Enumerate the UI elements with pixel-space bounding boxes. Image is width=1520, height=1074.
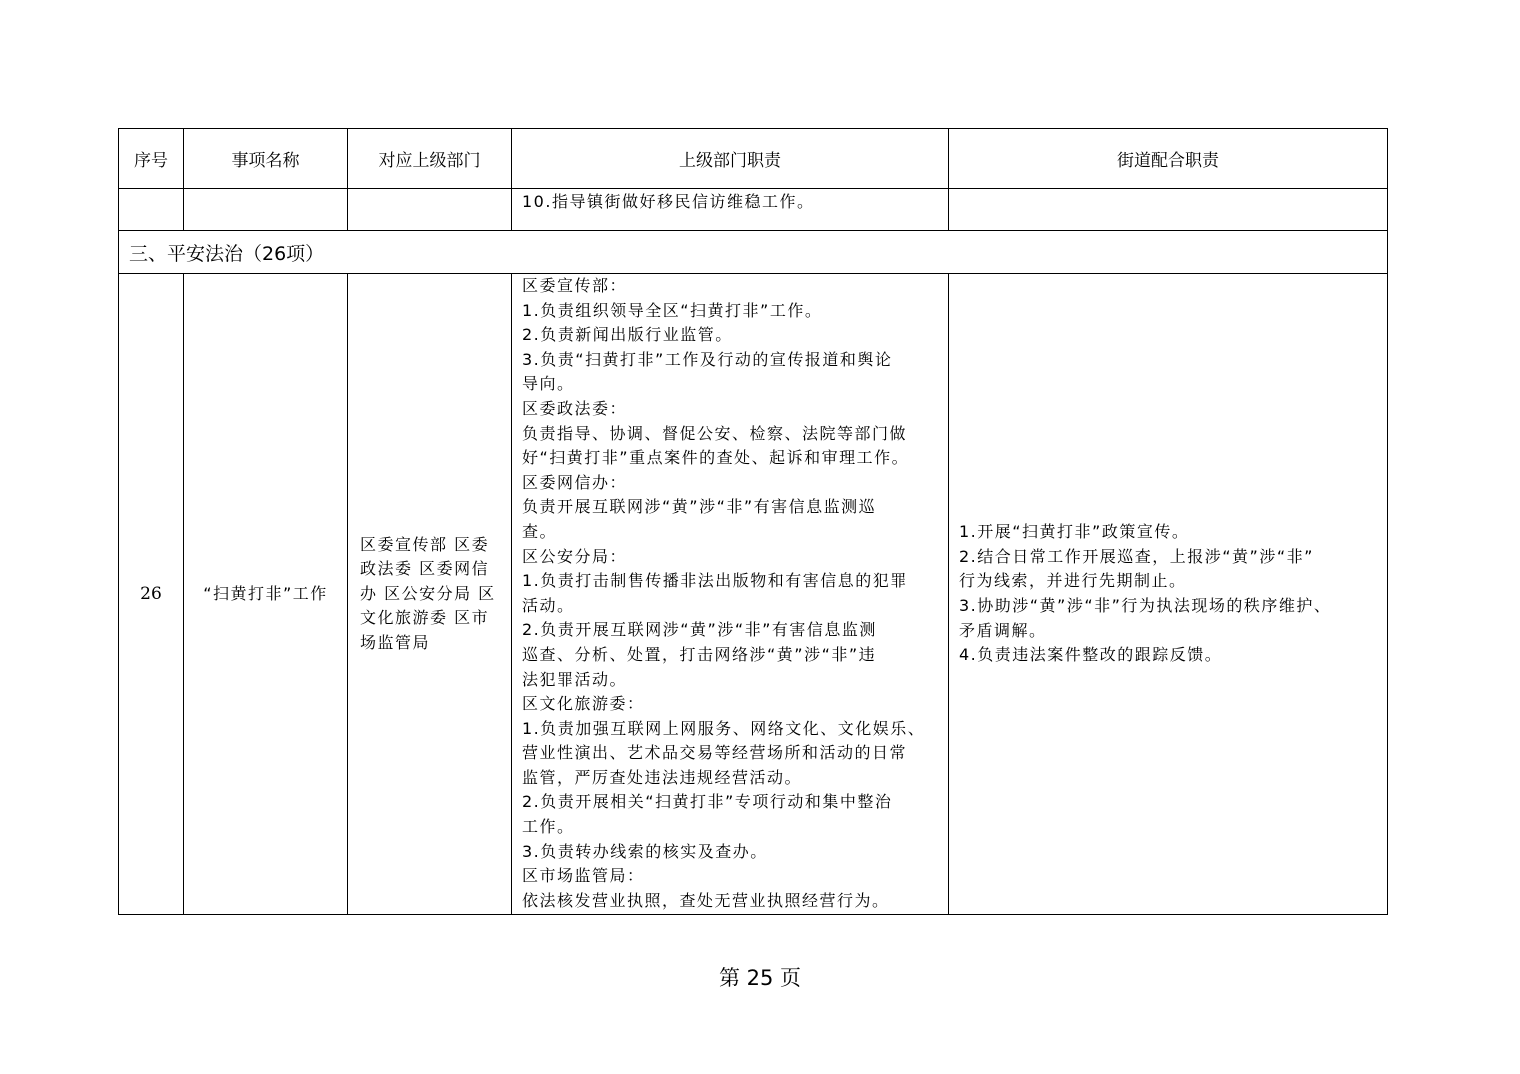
duty-line: 依法核发营业执照，查处无营业执照经营行为。 <box>522 890 890 910</box>
street-duty-line: 1.开展“扫黄打非”政策宣传。 <box>959 522 1190 542</box>
duty-line: 1.负责加强互联网上网服务、网络文化、文化娱乐、 <box>522 718 926 738</box>
duty-line: 监管，严厉查处违法违规经营活动。 <box>522 767 803 787</box>
cell-superior-duties <box>512 274 949 915</box>
header-street-duties: 街道配合职责 <box>949 129 1388 189</box>
street-duty-line: 矛盾调解。 <box>959 620 1047 640</box>
section-row <box>119 231 1388 274</box>
duty-line: 工作。 <box>522 817 575 837</box>
duty-line: 区文化旅游委： <box>522 694 645 714</box>
duty-line: 2.负责新闻出版行业监管。 <box>522 325 733 345</box>
duty-line: 区市场监管局： <box>522 866 645 886</box>
duty-line: 区公安分局： <box>522 546 628 566</box>
cell-seq: 26 <box>119 274 184 915</box>
duty-line: 活动。 <box>522 595 575 615</box>
section-title: 三、平安法治（26项） <box>119 231 1388 274</box>
duty-line: 区委宣传部： <box>522 276 628 295</box>
duty-line: 区委网信办： <box>522 472 628 492</box>
table-header-row <box>119 129 1388 189</box>
cell-item-name: “扫黄打非”工作 <box>184 274 348 915</box>
duties-list <box>522 274 942 913</box>
duty-line: 好“扫黄打非”重点案件的查处、起诉和审理工作。 <box>522 448 910 468</box>
duty-line: 3.负责转办线索的核实及查办。 <box>522 841 768 861</box>
cell-street-duties <box>949 274 1388 915</box>
duty-line: 2.负责开展相关“扫黄打非”专项行动和集中整治 <box>522 792 893 812</box>
duty-line: 营业性演出、艺术品交易等经营场所和活动的日常 <box>522 743 908 763</box>
duty-line: 巡查、分析、处置，打击网络涉“黄”涉“非”违 <box>522 644 877 664</box>
departments-text: 区委宣传部 区委政法委 区委网信办 区公安分局 区文化旅游委 区市场监管局 <box>360 534 496 652</box>
cell-street-empty <box>949 189 1388 231</box>
cell-prev-duties: 10.指导镇街做好移民信访维稳工作。 <box>512 189 949 231</box>
table-row-continued <box>119 189 1388 231</box>
cell-name-empty <box>184 189 348 231</box>
duty-line: 1.负责打击制售传播非法出版物和有害信息的犯罪 <box>522 571 908 591</box>
duty-line: 区委政法委： <box>522 398 628 418</box>
header-item-name: 事项名称 <box>184 129 348 189</box>
header-superior-duties: 上级部门职责 <box>512 129 949 189</box>
cell-seq-empty <box>119 189 184 231</box>
duty-line: 法犯罪活动。 <box>522 669 628 689</box>
street-duties-list <box>959 520 1381 668</box>
header-superior-dept: 对应上级部门 <box>348 129 512 189</box>
table-row <box>119 274 1388 915</box>
header-seq: 序号 <box>119 129 184 189</box>
cell-departments <box>348 274 512 915</box>
duty-line: 2.负责开展互联网涉“黄”涉“非”有害信息监测 <box>522 620 877 640</box>
street-duty-line: 行为线索，并进行先期制止。 <box>959 571 1187 591</box>
duty-line: 导向。 <box>522 374 575 394</box>
street-duty-line: 3.协助涉“黄”涉“非”行为执法现场的秩序维护、 <box>959 596 1332 615</box>
street-duty-line: 2.结合日常工作开展巡查，上报涉“黄”涉“非” <box>959 546 1314 566</box>
duty-table <box>118 128 1388 915</box>
duty-line: 1.负责组织领导全区“扫黄打非”工作。 <box>522 300 823 320</box>
cell-dept-empty <box>348 189 512 231</box>
page-number: 第 25 页 <box>718 966 802 990</box>
duty-line: 3.负责“扫黄打非”工作及行动的宣传报道和舆论 <box>522 349 893 369</box>
duty-line: 负责开展互联网涉“黄”涉“非”有害信息监测巡 <box>522 497 877 517</box>
street-duty-line: 4.负责违法案件整改的跟踪反馈。 <box>959 645 1223 665</box>
duty-line: 查。 <box>522 521 558 541</box>
duty-line: 负责指导、协调、督促公安、检察、法院等部门做 <box>522 423 908 443</box>
